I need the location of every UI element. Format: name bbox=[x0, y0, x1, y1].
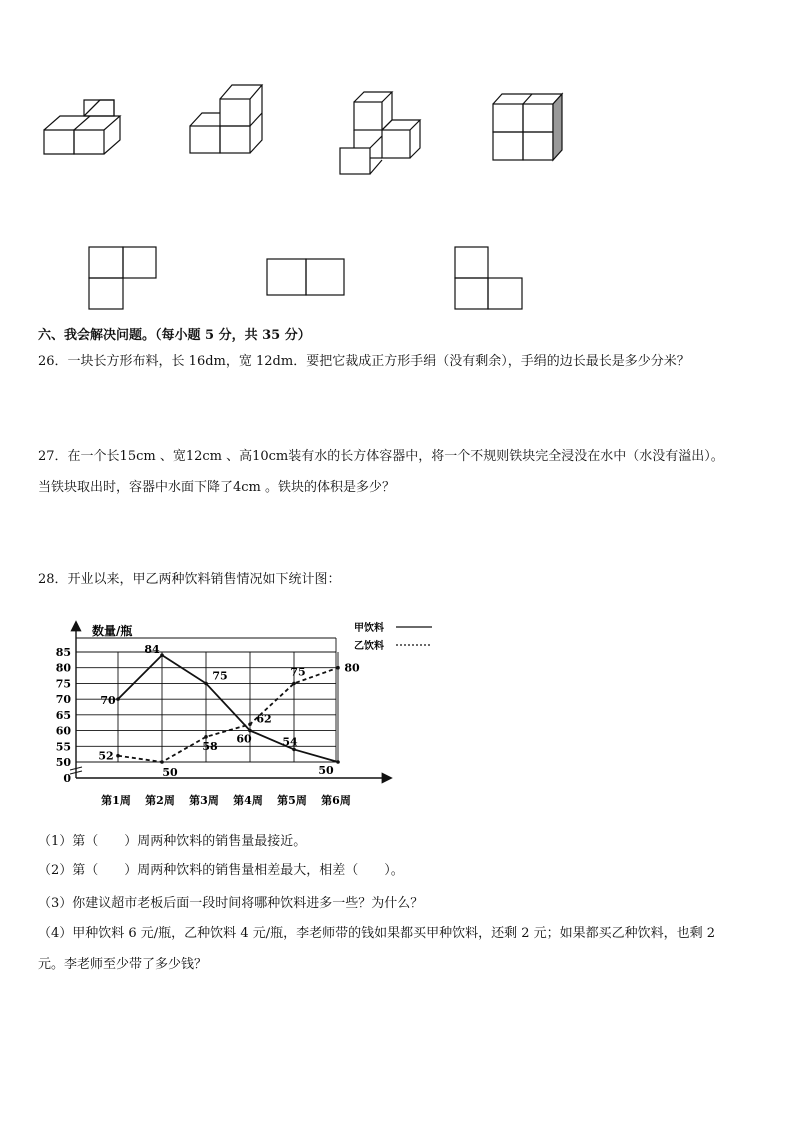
chart-series bbox=[116, 653, 340, 763]
question-28-intro: 28．开业以来，甲乙两种饮料销售情况如下统计图： bbox=[38, 572, 341, 587]
view-diagram-1 bbox=[89, 247, 156, 309]
question-28-sub3: （3）你建议超市老板后面一段时间将哪种饮料进多一些？为什么？ bbox=[38, 896, 424, 911]
x-tick-label: 第4周 bbox=[233, 794, 263, 807]
y-tick-label: 80 bbox=[55, 661, 71, 675]
cube-figure-3 bbox=[340, 92, 420, 174]
data-label: 75 bbox=[212, 669, 228, 683]
question-28-sub4-line1: （4）甲种饮料 6 元/瓶，乙种饮料 4 元/瓶，李老师带的钱如果都买甲种饮料，还剩 2 元；如果都买乙种饮料，也剩 2 bbox=[38, 926, 716, 941]
legend-label: 甲饮料 bbox=[354, 623, 384, 634]
cube-figure-2 bbox=[190, 85, 262, 153]
data-point bbox=[336, 666, 340, 670]
data-label: 52 bbox=[98, 749, 114, 763]
sales-line-chart bbox=[50, 605, 450, 820]
x-tick-label: 第1周 bbox=[101, 794, 131, 807]
question-26: 26．一块长方形布料，长 16dm，宽 12dm．要把它裁成正方形手绢（没有剩余），手绢的边长最长是多少分米？ bbox=[38, 354, 690, 369]
data-point bbox=[292, 682, 296, 686]
data-point bbox=[160, 760, 164, 764]
data-label: 75 bbox=[290, 665, 306, 679]
data-label: 70 bbox=[100, 694, 116, 708]
y-tick-label: 55 bbox=[55, 740, 71, 754]
question-27-line2: 当铁块取出时，容器中水面下降了4cm 。铁块的体积是多少？ bbox=[38, 480, 396, 495]
cube-figure-4 bbox=[493, 94, 562, 160]
y-tick-label: 50 bbox=[55, 756, 71, 769]
data-label: 62 bbox=[256, 712, 272, 726]
chart-legend bbox=[354, 621, 432, 652]
legend-label: 乙饮料 bbox=[354, 641, 384, 652]
data-point bbox=[160, 653, 164, 657]
view-diagram-3 bbox=[455, 247, 522, 309]
data-label: 50 bbox=[318, 764, 334, 777]
data-point bbox=[116, 754, 120, 758]
question-28-sub2: （2）第（ ）周两种饮料的销售量相差最大，相差（ ）。 bbox=[38, 863, 404, 878]
y-tick-label: 65 bbox=[55, 708, 71, 722]
y-axis-title: 数量/瓶 bbox=[92, 624, 133, 638]
data-label: 60 bbox=[236, 732, 252, 746]
data-label: 80 bbox=[344, 661, 360, 675]
x-tick-label: 第5周 bbox=[277, 794, 307, 807]
question-28-sub4-line2: 元。李老师至少带了多少钱？ bbox=[38, 957, 208, 972]
y-tick-label: 70 bbox=[55, 693, 71, 707]
x-tick-label: 第3周 bbox=[189, 794, 219, 807]
data-point bbox=[116, 697, 120, 701]
data-label: 50 bbox=[162, 766, 178, 779]
data-label: 58 bbox=[202, 739, 218, 753]
y-tick-label: 0 bbox=[63, 772, 71, 785]
data-point bbox=[336, 760, 340, 764]
data-point bbox=[204, 682, 208, 686]
view-diagrams bbox=[80, 240, 540, 315]
cube-figures-3d bbox=[30, 80, 590, 190]
data-label: 84 bbox=[144, 643, 160, 657]
cube-figure-1 bbox=[44, 100, 120, 154]
data-point bbox=[248, 722, 252, 726]
data-point bbox=[204, 735, 208, 739]
x-tick-label: 第2周 bbox=[145, 794, 175, 807]
y-tick-label: 60 bbox=[55, 724, 71, 738]
data-label: 54 bbox=[282, 735, 298, 749]
y-tick-label: 75 bbox=[55, 677, 71, 691]
question-28-sub1: （1）第（ ）周两种饮料的销售量最接近。 bbox=[38, 834, 307, 849]
view-diagram-2 bbox=[267, 259, 344, 295]
y-tick-label: 85 bbox=[55, 646, 71, 659]
x-tick-label: 第6周 bbox=[321, 794, 351, 807]
question-27-line1: 27．在一个长15cm 、宽12cm 、高10cm装有水的长方体容器中，将一个不规则铁块完全浸没在水中（水没有溢出）。 bbox=[38, 449, 724, 464]
section-6-title: 六、我会解决问题。（每小题 5 分，共 35 分） bbox=[38, 328, 311, 343]
